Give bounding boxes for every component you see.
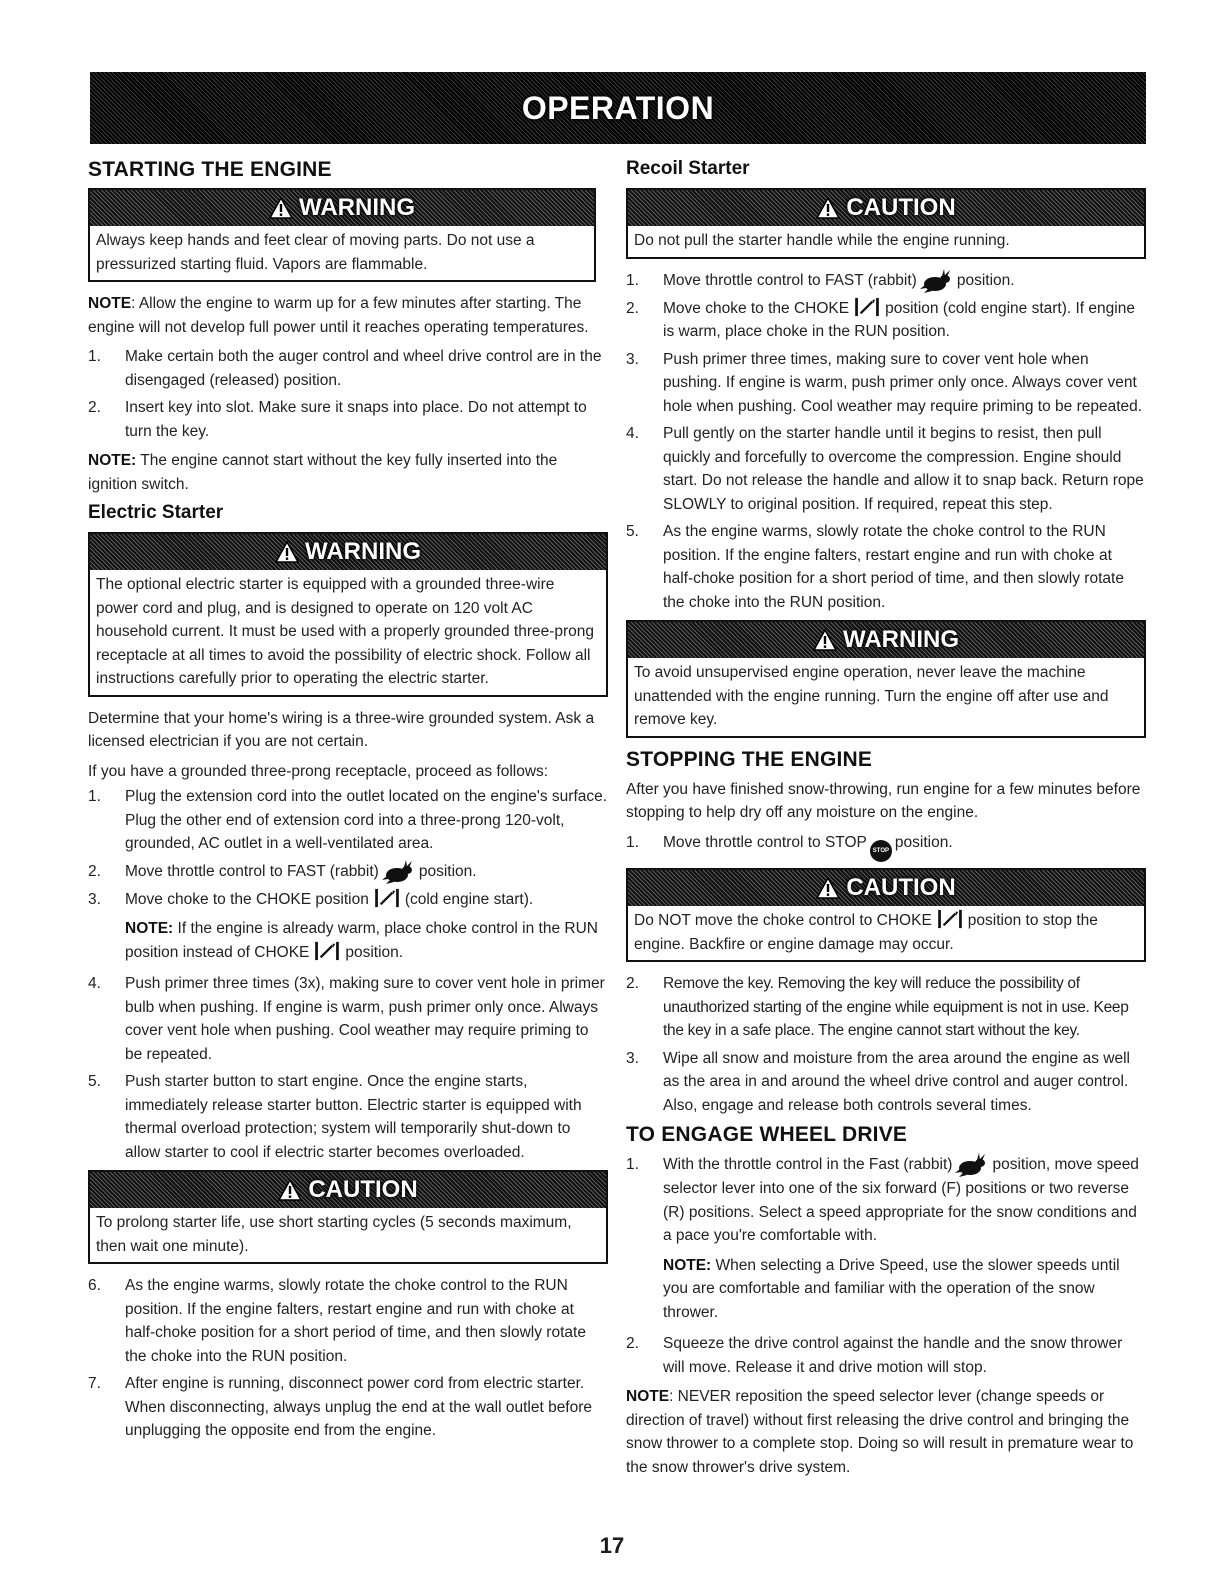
paragraph: Determine that your home's wiring is a three-wire grounded system. Ask a licensed electrician if you are not certain.: [88, 709, 595, 750]
warning-header: WARNING: [628, 622, 1144, 658]
note: NOTE: NEVER reposition the speed selector lever (change speeds or direction of travel) without first releasing the drive control and bringing the snow thrower to a complete stop. Doing so will result in premature wear to the snow thrower's drive system.: [626, 1388, 1134, 1476]
note: NOTE: The engine cannot start without the key fully inserted into the ignition switch.: [88, 452, 558, 493]
step-list: [88, 1274, 608, 1443]
warning-box: [88, 188, 596, 282]
list-item: 1. Make certain both the auger control and wheel drive control are in the disengaged (released) position.: [88, 348, 602, 389]
section-banner: [90, 72, 1146, 144]
list-item: 5. Push starter button to start engine. Once the engine starts, immediately release starter button. Electric starter is equipped with thermal overload protection; system will temporarily shut-down to allow starter to cool if electric starter becomes overloaded.: [88, 1073, 582, 1161]
paragraph: If you have a grounded three-prong receptacle, proceed as follows:: [88, 762, 549, 780]
list-item: 3. Wipe all snow and moisture from the area around the engine as well as the area in and around the wheel drive control and auger control. Also, engage and release both controls several times.: [626, 1049, 1130, 1114]
stop-icon: STOP: [870, 840, 892, 862]
banner-title: OPERATION: [521, 89, 715, 126]
caution-box: [88, 1170, 608, 1264]
right-column: [626, 156, 1146, 1485]
list-item: 2. Insert key into slot. Make sure it snaps into place. Do not attempt to turn the key.: [88, 399, 587, 440]
warning-text: The optional electric starter is equipped with a grounded three-wire power cord and plug, and is designed to operate on 120 volt AC household current. It must be used with a properly grounded three-prong receptacle at all times to avoid the possibility of electric shock. Follow all instructions carefully prior to operating the electric starter.: [96, 576, 595, 687]
step-list: [88, 345, 608, 443]
list-item: 1. Move throttle control to STOP STOP position.: [626, 831, 1146, 863]
warning-text: To avoid unsupervised engine operation, never leave the machine unattended with the engine running. Turn the engine off after use and remove key.: [634, 664, 1109, 728]
warning-text: Always keep hands and feet clear of moving parts. Do not use a pressurized starting fluid. Vapors are flammable.: [96, 232, 535, 273]
caution-text: Do NOT move the choke control to CHOKE position to stop the engine. Backfire or engine damage may occur.: [628, 906, 1144, 960]
rabbit-icon: [382, 860, 416, 884]
note: NOTE: When selecting a Drive Speed, use the slower speeds until you are comfortable and familiar with the operation of the snow thrower.: [663, 1256, 1120, 1321]
step-list: [626, 1332, 1146, 1379]
list-item: 3. Move choke to the CHOKE position (cold engine start).: [88, 888, 608, 912]
engage-wheel-drive-heading: TO ENGAGE WHEEL DRIVE: [626, 1123, 908, 1147]
warning-box: [88, 532, 608, 697]
step-list: [626, 972, 1146, 1117]
rabbit-icon: [955, 1153, 989, 1177]
choke-icon: [312, 941, 342, 961]
caution-text: To prolong starter life, use short starting cycles (5 seconds maximum, then wait one minute).: [96, 1214, 572, 1255]
warning-header: WARNING: [90, 190, 594, 226]
note: NOTE: If the engine is already warm, place choke control in the RUN position instead of CHOKE position.: [125, 920, 598, 961]
page-number: 17: [599, 1533, 625, 1558]
step-list: [626, 1153, 1146, 1248]
warning-triangle-icon: [269, 197, 293, 219]
choke-icon: [372, 888, 402, 908]
step-list: [88, 972, 608, 1164]
note: NOTE: Allow the engine to warm up for a few minutes after starting. The engine will not develop full power until it reaches operating temperatures.: [88, 295, 589, 336]
paragraph: After you have finished snow-throwing, run engine for a few minutes before stopping to help dry off any moisture on the engine.: [626, 780, 1141, 821]
stopping-engine-heading: STOPPING THE ENGINE: [626, 747, 873, 771]
step-list: [88, 785, 608, 911]
warning-box: [626, 620, 1146, 738]
list-item: 1. Plug the extension cord into the outlet located on the engine's surface. Plug the other end of extension cord into a three-prong 120-volt, grounded, AC outlet in a well-ventilated area.: [88, 788, 608, 852]
rabbit-icon: [920, 269, 954, 293]
choke-icon: [935, 909, 965, 929]
recoil-starter-heading: Recoil Starter: [626, 158, 750, 179]
caution-box: [626, 868, 1146, 962]
list-item: 2. Remove the key. Removing the key will reduce the possibility of unauthorized starting of the engine while equipment is not in use. Keep the key in a safe place. The engine cannot start without the key.: [626, 975, 1129, 1040]
caution-box: [626, 188, 1146, 259]
list-item: 1. Move throttle control to FAST (rabbit) position.: [626, 269, 1146, 293]
list-item: 2. Move choke to the CHOKE position (cold engine start). If engine is warm, place choke in the RUN position.: [626, 297, 1146, 344]
step-list: [626, 269, 1146, 615]
warning-triangle-icon: [816, 877, 840, 899]
caution-header: CAUTION: [628, 190, 1144, 226]
starting-engine-heading: STARTING THE ENGINE: [88, 158, 332, 181]
list-item: 1. With the throttle control in the Fast (rabbit) position, move speed selector lever into one of the six forward (F) positions or two reverse (R) positions. Select a speed appropriate for the snow conditions and a pace you're comfortable with.: [626, 1153, 1146, 1248]
caution-header: CAUTION: [628, 870, 1144, 906]
list-item: 7. After engine is running, disconnect power cord from electric starter. When disconnecting, always unplug the end at the wall outlet before unplugging the opposite end from the engine.: [88, 1375, 593, 1439]
list-item: 4. Pull gently on the starter handle until it begins to resist, then pull quickly and forcefully to overcome the compression. Engine should start. Do not release the handle and allow it to snap back. Return rope SLOWLY to original position. If required, repeat this step.: [626, 425, 1144, 513]
warning-triangle-icon: [813, 629, 837, 651]
warning-triangle-icon: [275, 541, 299, 563]
choke-icon: [852, 297, 882, 317]
caution-text: Do not pull the starter handle while the engine running.: [634, 232, 1010, 249]
warning-triangle-icon: [278, 1179, 302, 1201]
electric-starter-heading: Electric Starter: [88, 502, 224, 523]
caution-header: CAUTION: [90, 1172, 606, 1208]
list-item: 4. Push primer three times (3x), making sure to cover vent hole in primer bulb when pushing. If engine is warm, push primer only once. Always cover vent hole when pushing. Cool weather may require priming to be repeated.: [88, 975, 605, 1063]
list-item: 3. Push primer three times, making sure to cover vent hole when pushing. If engine is warm, push primer only once. Always cover vent hole when pushing. Cool weather may require priming to be repeated.: [626, 350, 1143, 415]
list-item: 2. Squeeze the drive control against the handle and the snow thrower will move. Release it and drive motion will stop.: [626, 1335, 1123, 1376]
left-column: [88, 156, 608, 1449]
warning-triangle-icon: [816, 197, 840, 219]
list-item: 6. As the engine warms, slowly rotate the choke control to the RUN position. If the engine falters, restart engine and run with choke at half-choke position for a short period of time, and then slowly rotate the choke into the RUN position.: [88, 1277, 586, 1365]
list-item: 5. As the engine warms, slowly rotate the choke control to the RUN position. If the engine falters, restart engine and run with choke at half-choke position for a short period of time, and then slowly rotate the choke into the RUN position.: [626, 523, 1124, 611]
warning-header: WARNING: [90, 534, 606, 570]
step-list: [626, 831, 1146, 863]
list-item: 2. Move throttle control to FAST (rabbit) position.: [88, 860, 608, 884]
